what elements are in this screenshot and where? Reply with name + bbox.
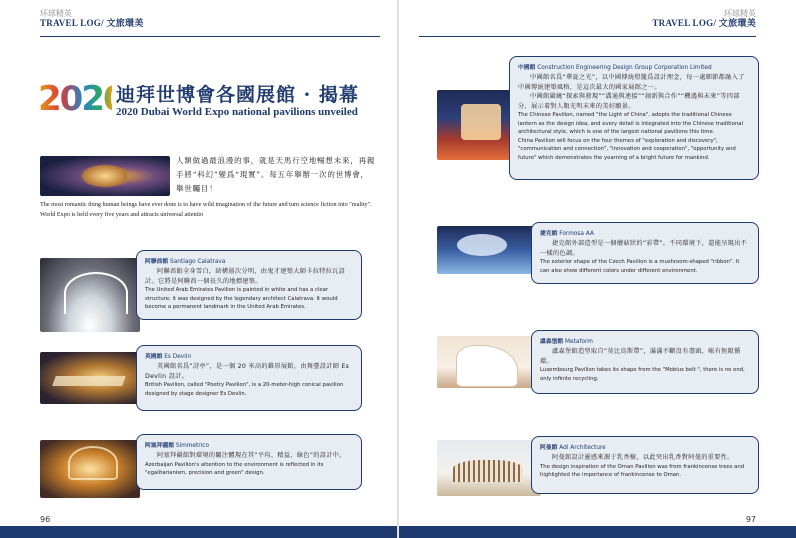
designer-name: Es Devlin [164,354,192,360]
card-title [145,440,353,449]
country-name: 阿曼館 [540,445,558,451]
card-text-cn [145,451,353,461]
country-name: 英國館 [145,354,163,360]
header-rule [40,36,380,37]
designer-name: Formosa AA [559,231,594,237]
pavilion-card-luxembourg [531,330,759,394]
card-title [518,62,750,71]
section-label-en: TRAVEL LOG/ 文旅環美 [652,17,756,28]
card-title [540,228,750,237]
country-name: 盧森堡館 [540,339,564,345]
intro-text-en: The most romantic thing human beings have ever done is to have wild imagination of the future and turn science fiction into "reality". World Expo is held every five years and attracts universal attentio [40,201,372,218]
card-text-en: The United Arab Emirates Pavilion is painted in white and has a clear structure; it was designed by the legendary architect Calatrava. It would become a permanent landmark in the United Arab Emirates. [145,287,338,311]
card-text-cn-2 [518,92,750,111]
article-title-en: 2020 Dubai World Expo national pavilions unveiled [116,106,358,118]
pavilion-card-china [509,56,759,180]
page-number-left: 96 [40,515,51,524]
designer-name: Santiago Calatrava [170,259,226,265]
card-text-cn-content: 阿曼館設計靈感來源于乳香樹，以此突出乳香對阿曼的重要性。 [552,454,734,461]
expo-night-photo [40,156,170,196]
pavilion-card-uk [136,345,362,411]
uae-pavilion-photo [40,258,140,332]
article-title-cn: 迪拜世博會各國展館 · 揭幕 [116,84,359,106]
intro-text-cn: 人類做過最浪漫的事，就是天馬行空地暢想未來，再親手將“科幻”變爲“現實”。每五年舉辦一次的世博會，舉世矚目！ [176,156,376,193]
card-text-cn-content-2: 中國館圍繞“探索與發現”“溝通與連接”“創新與合作”“機遇與未來”等四部分，展示着對人類光明未來的美好願景。 [518,93,740,110]
card-text-cn-content: 中國館名爲“華夏之光”，以中國傳統燈籠爲設計理念，每一處細節都融入了中國傳統建築風格，是這次最大的國家展館之一。 [518,74,745,91]
card-text-en: British Pavilion, called "Poetry Pavilion", is a 20-meter-high conical pavilion designed by stage designer Es Devlin. [145,382,344,397]
card-text-cn [145,267,353,286]
card-text-en: The exterior shape of the Czech Pavilion is a mushroom-shaped "ribbon". It can also show different colors under different environment. [540,259,740,274]
luxembourg-pavilion-photo [437,336,541,388]
designer-name: Adi Architecture [559,445,606,451]
footer-bar-left [0,526,397,538]
pavilion-card-oman [531,436,759,494]
azerbaijan-pavilion-photo [40,440,140,498]
card-text-cn-content: 捷克館外部造型是一個蘑菇狀的“彩帶”。不同環境下，還能呈現出不一樣的色調。 [540,240,748,257]
designer-name: Simmetrico [175,443,209,449]
card-text-cn [518,73,750,92]
pavilion-card-uae [136,250,362,320]
right-page [399,0,796,538]
card-title [145,256,353,265]
card-text-cn [540,239,750,258]
card-text-cn-content: 盧森堡館造型取自“莫比烏斯帶”，滿滿不斷沒有盡頭，帳有無限循環。 [540,348,741,365]
card-text-cn-content: 英國館名爲“詩亭”，是一個 20 米高的錐形展館，由舞臺設計師 Es Devlin 設計。 [145,363,350,380]
section-label-cn: 环球精英 [724,9,756,18]
left-page [0,0,397,538]
czech-pavilion-photo [437,226,541,274]
country-name: 阿塞拜疆館 [145,443,174,449]
uk-pavilion-photo [40,352,140,404]
card-title [540,442,750,451]
header-rule [419,36,756,37]
country-name: 阿聯酋館 [145,259,169,265]
card-text-cn-content: 阿聯酋館全身雪白，結構層次分明，由鬼才建築大師卡拉特拉瓦設計。它將是阿聯酋一個長久的地標建築。 [145,268,346,285]
card-text-cn [145,362,353,381]
card-title [540,336,750,345]
section-label-cn: 环球精英 [40,9,72,18]
card-text-en: The Chinese Pavilion, named "the Light of China", adopts the traditional Chinese lantern as the design idea, and every detail is integrated into the Chinese traditional architectural style, which is one of the largest national pavilions this time. [518,112,743,136]
country-name: 捷克館 [540,231,558,237]
pavilion-card-czech [531,222,759,284]
designer-name: Construction Engineering Design Group Corporation Limited [537,65,712,71]
card-text-en: Luxembourg Pavilion takes its shape from the "Mobius belt ", there is no end, only infinite recycling. [540,367,745,382]
section-label-en: TRAVEL LOG/ 文旅環美 [40,17,144,28]
page-number-right: 97 [745,515,756,524]
card-text-en: Azerbaijan Pavilion's attention to the environment is reflected in its "egalitarianism, precision and green" design. [145,461,324,477]
designer-name: Metaform [565,339,593,345]
title-year: 2020 [38,79,125,119]
card-text-cn [540,347,750,366]
footer-bar-right [399,526,796,538]
pavilion-card-azerbaijan [136,434,362,490]
card-text-cn-content: 阿塞拜疆館對環境的關注體現在其“平均、精益、綠色”的設計中。 [157,452,346,459]
card-text-en: The design inspiration of the Oman Pavilion was from frankincense trees and highlighted the importance of frankincense to Oman. [540,463,745,479]
card-text-cn [540,453,750,463]
oman-pavilion-photo [437,440,541,496]
card-text-en-2: China Pavilion will focus on the four themes of "exploration and discovery", "communication and connection", "innovation and cooperation", "opportunity and future" which demonstrates the yearning of a bright future for mankind. [518,137,736,161]
running-header-left [40,10,144,29]
country-name: 中國館 [518,65,536,71]
card-title [145,351,353,360]
running-header-right [652,10,756,29]
